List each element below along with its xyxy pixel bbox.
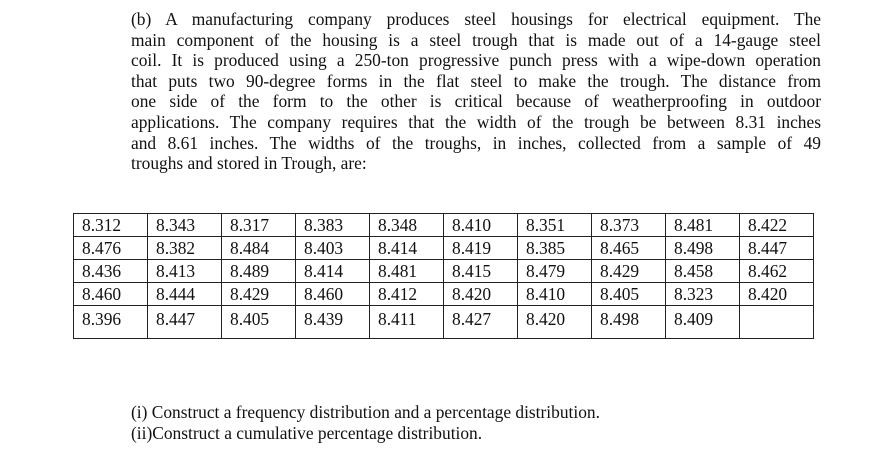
- problem-line: main component of the housing is a steel trough that is made out of a 14-gauge steel: [131, 29, 821, 50]
- table-cell: 8.439: [296, 306, 370, 339]
- table-cell: 8.436: [74, 260, 148, 283]
- table-cell: 8.312: [74, 214, 148, 237]
- trough-width-table: [73, 213, 814, 339]
- table-cell: 8.476: [74, 237, 148, 260]
- table-row: [74, 237, 814, 260]
- table-row: [74, 214, 814, 237]
- table-cell: 8.317: [222, 214, 296, 237]
- problem-statement: [131, 9, 821, 174]
- table-cell: 8.348: [370, 214, 444, 237]
- table-cell: 8.458: [666, 260, 740, 283]
- table-cell: 8.465: [592, 237, 666, 260]
- table-cell: 8.481: [666, 214, 740, 237]
- table-cell: 8.489: [222, 260, 296, 283]
- table-cell: 8.498: [592, 306, 666, 339]
- table-cell: 8.420: [740, 283, 814, 306]
- table-cell: 8.419: [444, 237, 518, 260]
- problem-line: coil. It is produced using a 250-ton progressive punch press with a wipe-down operation: [131, 50, 821, 71]
- table-cell: 8.403: [296, 237, 370, 260]
- table-cell: 8.323: [666, 283, 740, 306]
- table-cell: 8.447: [740, 237, 814, 260]
- table-cell: [740, 306, 814, 339]
- table-cell: 8.460: [74, 283, 148, 306]
- table-cell: 8.351: [518, 214, 592, 237]
- table-body: [74, 214, 814, 339]
- table-cell: 8.414: [370, 237, 444, 260]
- table-cell: 8.409: [666, 306, 740, 339]
- table-cell: 8.411: [370, 306, 444, 339]
- table-cell: 8.479: [518, 260, 592, 283]
- table-cell: 8.429: [222, 283, 296, 306]
- table-cell: 8.429: [592, 260, 666, 283]
- table-cell: 8.412: [370, 283, 444, 306]
- table-cell: 8.396: [74, 306, 148, 339]
- question-1: (i) Construct a frequency distribution and a percentage distribution.: [131, 402, 600, 422]
- table-cell: 8.444: [148, 283, 222, 306]
- table-cell: 8.373: [592, 214, 666, 237]
- table-cell: 8.385: [518, 237, 592, 260]
- table-row: [74, 306, 814, 339]
- table-row: [74, 260, 814, 283]
- table-row: [74, 283, 814, 306]
- table-cell: 8.415: [444, 260, 518, 283]
- table-cell: 8.413: [148, 260, 222, 283]
- table-cell: 8.405: [592, 283, 666, 306]
- table-cell: 8.420: [444, 283, 518, 306]
- table-cell: 8.422: [740, 214, 814, 237]
- table-cell: 8.405: [222, 306, 296, 339]
- table-cell: 8.447: [148, 306, 222, 339]
- table-cell: 8.410: [518, 283, 592, 306]
- question-2: (ii)Construct a cumulative percentage distribution.: [131, 423, 483, 443]
- questions: [131, 402, 600, 444]
- table-cell: 8.410: [444, 214, 518, 237]
- problem-line: (b) A manufacturing company produces steel housings for electrical equipment. The: [131, 9, 821, 29]
- table-cell: 8.460: [296, 283, 370, 306]
- table-cell: 8.427: [444, 306, 518, 339]
- table-cell: 8.462: [740, 260, 814, 283]
- problem-line: that puts two 90-degree forms in the flat steel to make the trough. The distance from: [131, 70, 821, 91]
- problem-line: troughs and stored in Trough, are:: [131, 153, 367, 174]
- table-cell: 8.382: [148, 237, 222, 260]
- table-cell: 8.414: [296, 260, 370, 283]
- problem-line: applications. The company requires that the width of the trough be between 8.31 inches: [131, 111, 821, 132]
- table-cell: 8.343: [148, 214, 222, 237]
- problem-line: and 8.61 inches. The widths of the troughs, in inches, collected from a sample of 49: [131, 132, 821, 153]
- table-cell: 8.383: [296, 214, 370, 237]
- problem-line: one side of the form to the other is critical because of weatherproofing in outdoor: [131, 91, 821, 112]
- table-cell: 8.420: [518, 306, 592, 339]
- table-cell: 8.484: [222, 237, 296, 260]
- table-cell: 8.481: [370, 260, 444, 283]
- table-cell: 8.498: [666, 237, 740, 260]
